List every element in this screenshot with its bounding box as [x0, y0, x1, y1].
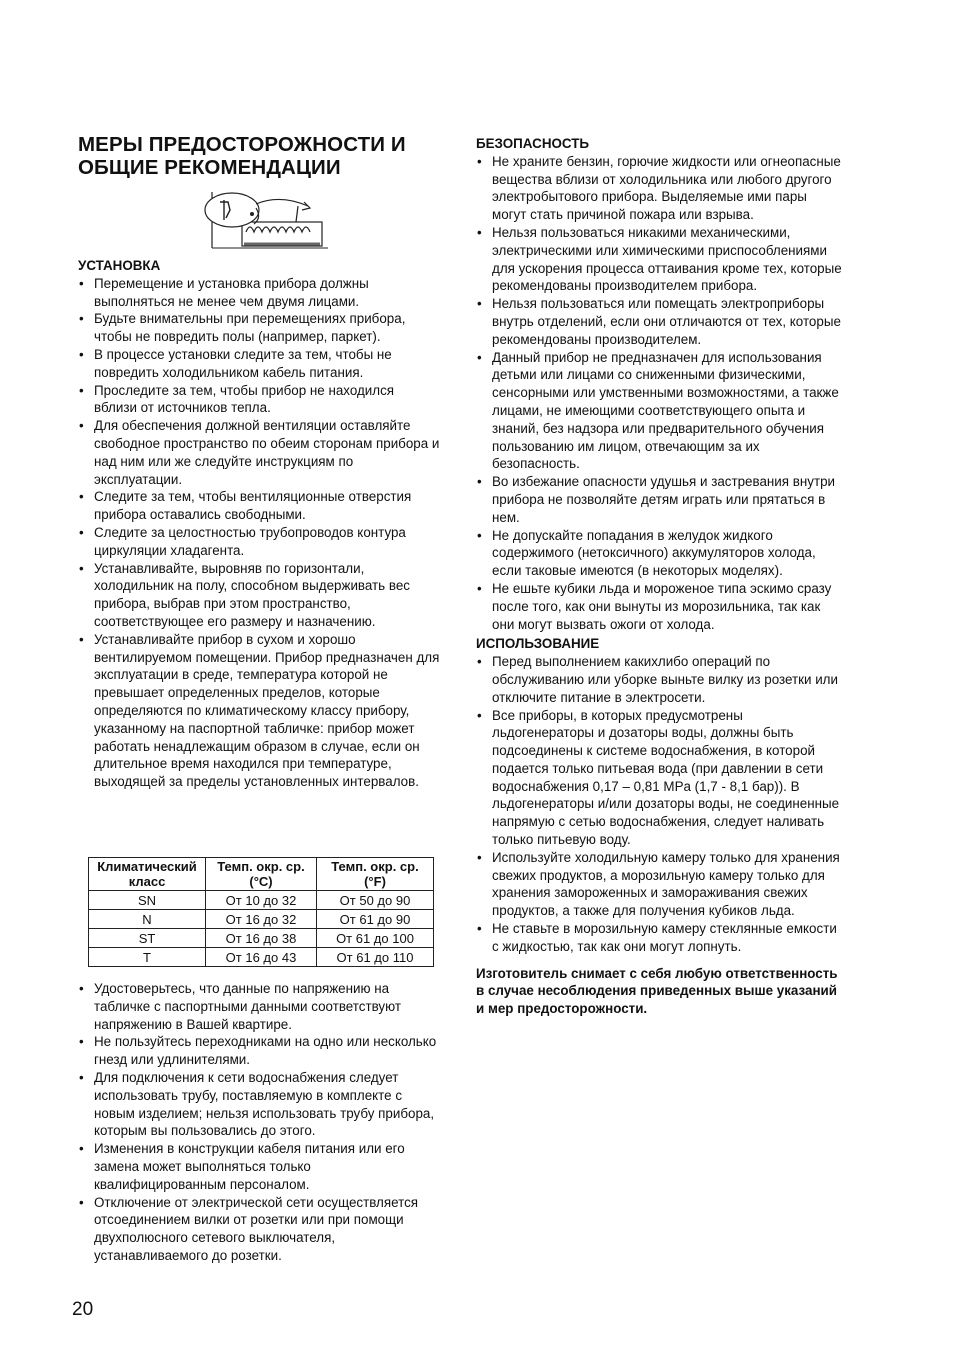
usage-list	[476, 653, 842, 956]
table-row	[89, 910, 434, 929]
table-cell: SN	[89, 891, 206, 910]
installation-section	[78, 257, 440, 791]
table-cell: От 61 до 90	[317, 910, 434, 929]
title-line-2: ОБЩИЕ РЕКОМЕНДАЦИИ	[78, 156, 341, 179]
table-header-cell: Климатический класс	[89, 858, 206, 891]
list-item: • В процессе установки следите за тем, чтобы не повредить холодильником кабель питания.	[78, 346, 440, 382]
table-header-cell: Темп. окр. ср. (°F)	[317, 858, 434, 891]
table-cell: N	[89, 910, 206, 929]
list-item: • Следите за целостностью трубопроводов контура циркуляции хладагента.	[78, 524, 440, 560]
list-item: • Нельзя пользоваться никакими механическими, электрическими или химическими приспособлениями для ускорения процесса оттаивания кроме тех, которые рекомендованы производителем прибора.	[476, 224, 842, 295]
page-title	[78, 133, 458, 179]
list-item: • Нельзя пользоваться или помещать электроприборы внутрь отделений, если они отличаются от тех, которые рекомендованы производителем.	[476, 295, 842, 348]
table-cell: От 50 до 90	[317, 891, 434, 910]
list-item: • Удостоверьтесь, что данные по напряжению на табличке с паспортными данными соответствуют напряжению в Вашей квартире.	[78, 980, 440, 1033]
table-cell: От 16 до 43	[206, 948, 317, 967]
list-item: • Изменения в конструкции кабеля питания или его замена может выполняться только квалифицированным персоналом.	[78, 1140, 440, 1193]
table-cell: От 61 до 110	[317, 948, 434, 967]
list-item: • Во избежание опасности удушья и застревания внутри прибора не позволяйте детям играть или прятаться в нем.	[476, 473, 842, 526]
installation-continued	[78, 980, 440, 1265]
list-item: • Не ешьте кубики льда и мороженое типа эскимо сразу после того, как они вынуты из морозильника, так как они могут вызвать ожоги от холода.	[476, 580, 842, 633]
usage-heading: ИСПОЛЬЗОВАНИЕ	[476, 636, 600, 652]
safety-section	[476, 135, 842, 1018]
climate-class-table	[88, 857, 434, 967]
installation-heading: УСТАНОВКА	[78, 258, 161, 273]
table-row	[89, 891, 434, 910]
list-item: • Следите за тем, чтобы вентиляционные отверстия прибора оставались свободными.	[78, 488, 440, 524]
table-row	[89, 948, 434, 967]
manufacturer-disclaimer: Изготовитель снимает с себя любую ответственность в случае несоблюдения приведенных выше указаний и мер предосторожности.	[476, 965, 838, 1017]
table-header-cell: Темп. окр. ср. (°C)	[206, 858, 317, 891]
installation-illustration	[198, 188, 330, 252]
list-item: • Проследите за тем, чтобы прибор не находился вблизи от источников тепла.	[78, 382, 440, 418]
list-item: • Не ставьте в морозильную камеру стеклянные емкости с жидкостью, так как они могут лопнуть.	[476, 920, 842, 956]
table-cell: От 10 до 32	[206, 891, 317, 910]
table-cell: ST	[89, 929, 206, 948]
list-item: • Не пользуйтесь переходниками на одно или несколько гнезд или удлинителями.	[78, 1033, 440, 1069]
list-item: • Отключение от электрической сети осуществляется отсоединением вилки от розетки или при помощи двухполюсного сетевого выключателя, устанавливаемого до розетки.	[78, 1194, 440, 1265]
list-item: • Не храните бензин, горючие жидкости или огнеопасные вещества вблизи от холодильника или любого другого электробытового прибора. Выделяемые ими пары могут стать причиной пожара или взрыва.	[476, 153, 842, 224]
table-cell: T	[89, 948, 206, 967]
table-cell: От 16 до 38	[206, 929, 317, 948]
list-item: • Перемещение и установка прибора должны выполняться не менее чем двумя лицами.	[78, 275, 440, 311]
list-item: • Не допускайте попадания в желудок жидкого содержимого (нетоксичного) аккумуляторов холода, если таковые имеются (в некоторых моделях).	[476, 527, 842, 580]
safety-heading: БЕЗОПАСНОСТЬ	[476, 136, 590, 151]
table-header-row	[89, 858, 434, 891]
list-item: • Данный прибор не предназначен для использования детьми или лицами со сниженными физическими, сенсорными или умственными возможностями, а также лицами, не имеющими соответствующего опыта и знаний, без надзора или предварительного обучения пользованию им лицом, отвечающим за их безопасность.	[476, 349, 842, 474]
page-number: 20	[72, 1299, 94, 1320]
list-item: • Будьте внимательны при перемещениях прибора, чтобы не повредить полы (например, паркет).	[78, 310, 440, 346]
table-row	[89, 929, 434, 948]
list-item: • Для обеспечения должной вентиляции оставляйте свободное пространство по обеим сторонам прибора и над ним или же следуйте инструкциям по эксплуатации.	[78, 417, 440, 488]
table-cell: От 16 до 32	[206, 910, 317, 929]
list-item: • Устанавливайте, выровняв по горизонтали, холодильник на полу, способном выдерживать вес прибора, выбрав при этом пространство, соответствующее его размеру и назначению.	[78, 560, 440, 631]
list-item: • Для подключения к сети водоснабжения следует использовать трубу, поставляемую в комплекте с новым изделием; нельзя использовать трубу прибора, которым вы пользовались до этого.	[78, 1069, 440, 1140]
installation-list-continued	[78, 980, 440, 1265]
installation-list	[78, 275, 440, 791]
list-item: • Перед выполнением какихлибо операций по обслуживанию или уборке выньте вилку из розетки или отключите питание в электросети.	[476, 653, 842, 706]
table-cell: От 61 до 100	[317, 929, 434, 948]
safety-list	[476, 153, 842, 634]
list-item: • Все приборы, в которых предусмотрены льдогенераторы и дозаторы воды, должны быть подсоединены к системе водоснабжения, в которой подается только питьевая вода (при давлении в сети водоснабжения 0,17 – 0,81 MPa (1,7 - 8,1 бар)). В льдогенераторы и/или дозаторы воды, не соединенные напрямую с сетью водоснабжения, следует наливать только питьевую воду.	[476, 707, 842, 849]
title-line-1: МЕРЫ ПРЕДОСТОРОЖНОСТИ И	[78, 133, 406, 156]
list-item: • Устанавливайте прибор в сухом и хорошо вентилируемом помещении. Прибор предназначен для эксплуатации в среде, температура которой не превышает определенных пределов, которые определяются по климатическому классу прибору, указанному на паспортной табличке: прибор может работать ненадлежащим образом в случае, если он длительное время находился при температуре, выходящей за пределы установленных интервалов.	[78, 631, 440, 791]
list-item: • Используйте холодильную камеру только для хранения свежих продуктов, а морозильную камеру только для хранения замороженных и замораживания свежих продуктов, а также для получения кубиков льда.	[476, 849, 842, 920]
